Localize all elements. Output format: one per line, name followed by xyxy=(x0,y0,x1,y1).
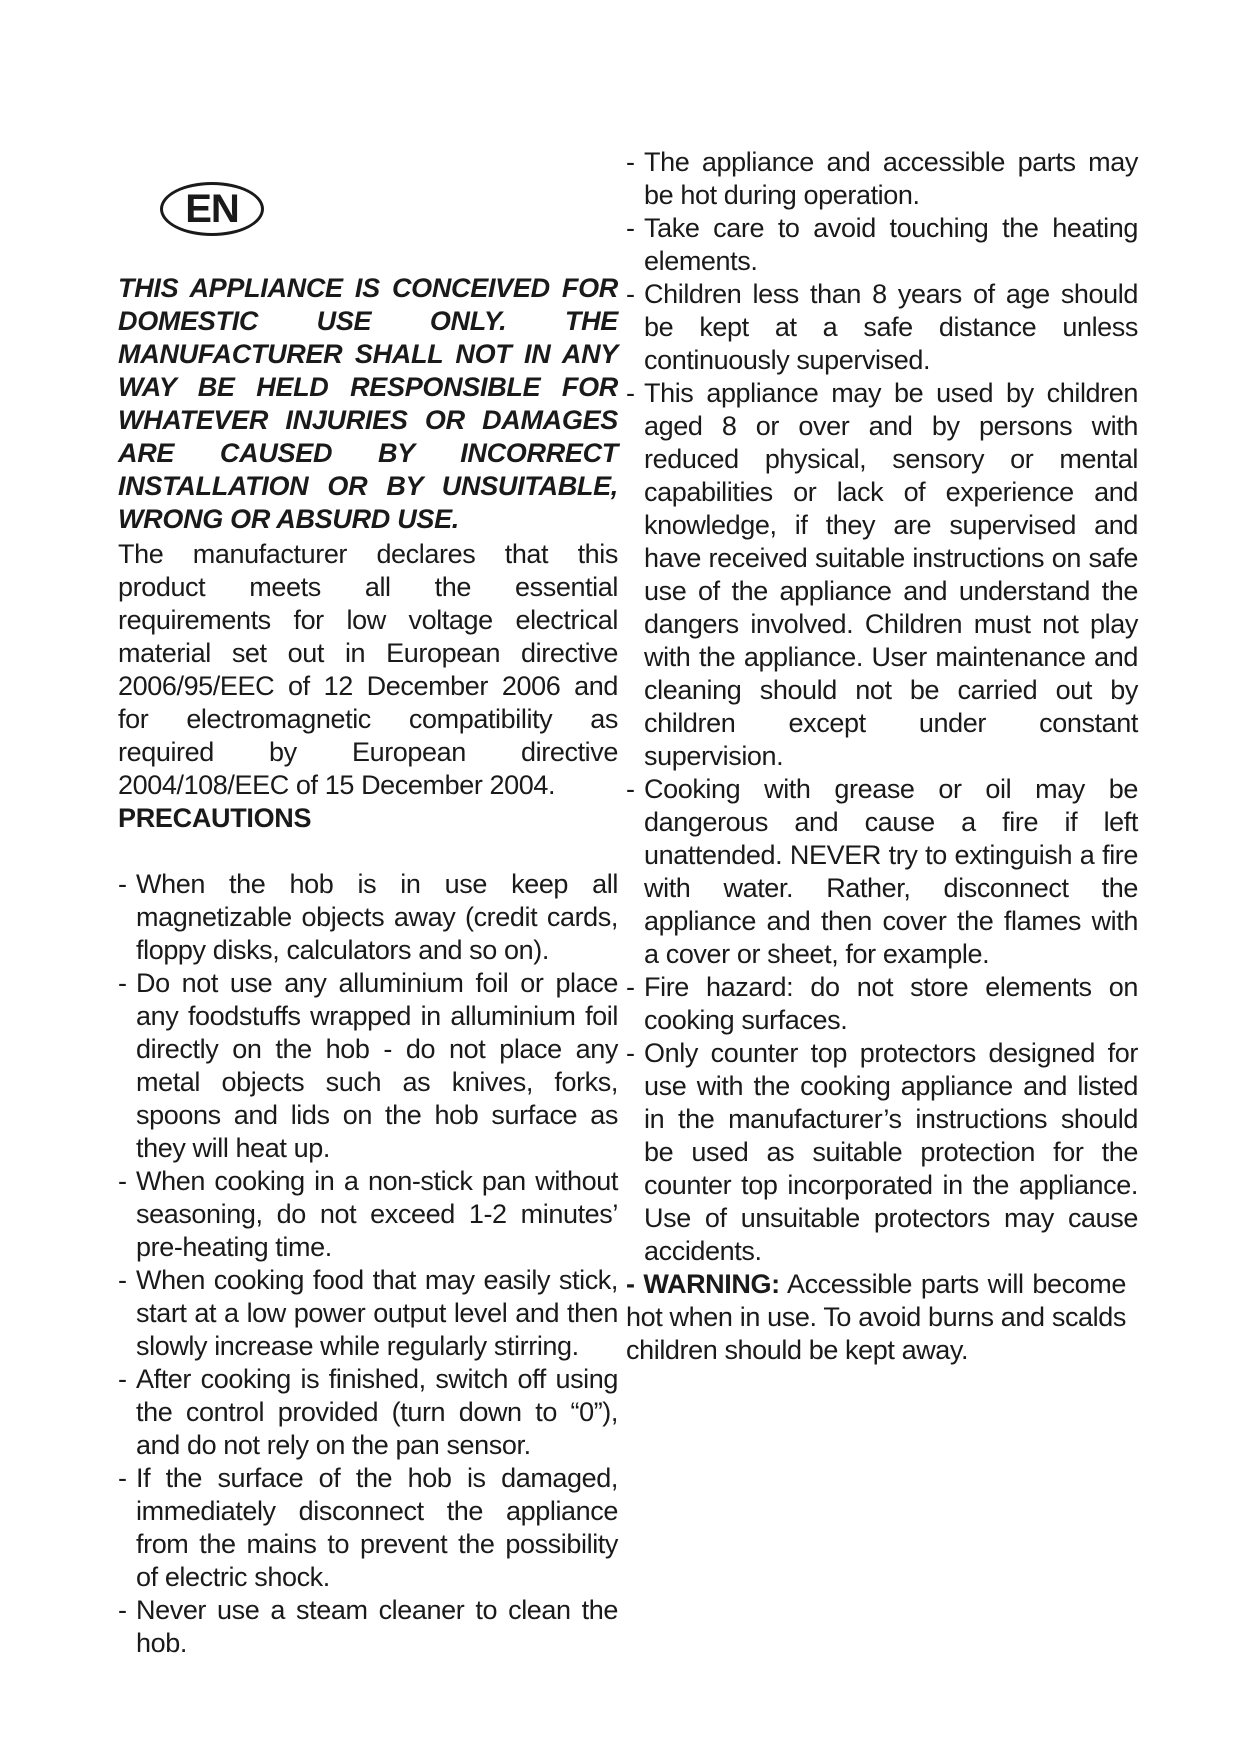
bullet-dash: - xyxy=(626,213,635,243)
list-item xyxy=(626,1037,1138,1268)
bullet-dash: - xyxy=(118,1166,127,1196)
warning-paragraph xyxy=(626,1268,1126,1367)
precautions-heading: PRECAUTIONS xyxy=(118,803,312,833)
list-item-text: Only counter top protectors designed for use with the cooking appliance and listed in the manufacturer’s instructions should be used as suitable protection for the counter top incorporated in the appliance. Use of unsuitable protectors may cause accidents. xyxy=(644,1038,1138,1266)
warning-text: Accessible parts will become hot when in use. To avoid burns and scalds children should be kept away. xyxy=(626,1269,1126,1365)
list-item-text: Do not use any alluminium foil or place any foodstuffs wrapped in alluminium foil directly on the hob - do not place any metal objects such as knives, forks, spoons and lids on the hob surface as they will heat up. xyxy=(136,968,618,1163)
bullet-dash: - xyxy=(118,1595,127,1625)
bullet-dash: - xyxy=(626,279,635,309)
list-item xyxy=(118,1363,618,1462)
list-item xyxy=(626,971,1138,1037)
bullet-dash: - xyxy=(626,378,635,408)
list-item xyxy=(626,278,1138,377)
bullet-dash: - xyxy=(118,869,127,899)
list-item-text: Never use a steam cleaner to clean the hob. xyxy=(136,1595,618,1658)
disclaimer-text: THIS APPLIANCE IS CONCEIVED FOR DOMESTIC USE ONLY. THE MANUFACTURER SHALL NOT IN ANY WAY BE HELD RESPONSIBLE FOR WHATEVER INJURIES OR DAMAGES ARE CAUSED BY INCORRECT INSTALLATION OR BY UNSUITABLE, WRONG OR ABSURD USE. xyxy=(118,273,618,534)
list-item-text: When the hob is in use keep all magnetizable objects away (credit cards, floppy disks, calculators and so on). xyxy=(136,869,618,965)
list-item xyxy=(118,967,618,1165)
declaration-text: The manufacturer declares that this product meets all the essential requirements for low voltage electrical material set out in European directive 2006/95/EEC of 12 December 2006 and for electromagnetic compatibility as required by European directive 2004/108/EEC of 15 December 2004. xyxy=(118,539,618,800)
bullet-dash: - xyxy=(626,972,635,1002)
list-item xyxy=(118,1462,618,1594)
list-item xyxy=(626,212,1138,278)
bullet-dash: - xyxy=(118,968,127,998)
language-badge: EN xyxy=(160,182,264,236)
bullet-dash: - xyxy=(118,1364,127,1394)
list-item-text: Cooking with grease or oil may be dangerous and cause a fire if left unattended. NEVER try to extinguish a fire with water. Rather, disconnect the appliance and then cover the flames with a cover or sheet, for example. xyxy=(644,774,1138,969)
list-item-text: Children less than 8 years of age should be kept at a safe distance unless continuously supervised. xyxy=(644,279,1138,375)
list-item xyxy=(118,868,618,967)
list-item xyxy=(118,1594,618,1660)
list-item-text: After cooking is finished, switch off using the control provided (turn down to “0”), and do not rely on the pan sensor. xyxy=(136,1364,618,1460)
list-item xyxy=(626,377,1138,773)
precautions-list-right xyxy=(626,146,1138,1268)
list-item-text: The appliance and accessible parts may be hot during operation. xyxy=(644,147,1138,210)
warning-label: - WARNING: xyxy=(626,1269,780,1299)
bullet-dash: - xyxy=(626,774,635,804)
bullet-dash: - xyxy=(118,1463,127,1493)
list-item xyxy=(626,773,1138,971)
list-item xyxy=(626,146,1138,212)
bullet-dash: - xyxy=(118,1265,127,1295)
list-item-text: When cooking in a non-stick pan without seasoning, do not exceed 1-2 minutes’ pre-heating time. xyxy=(136,1166,618,1262)
list-item-text: If the surface of the hob is damaged, immediately disconnect the appliance from the mains to prevent the possibility of electric shock. xyxy=(136,1463,618,1592)
list-item-text: When cooking food that may easily stick, start at a low power output level and then slowly increase while regularly stirring. xyxy=(136,1265,618,1361)
list-item-text: Fire hazard: do not store elements on cooking surfaces. xyxy=(644,972,1138,1035)
list-item xyxy=(118,1264,618,1363)
precautions-list-left xyxy=(118,868,618,1660)
bullet-dash: - xyxy=(626,147,635,177)
bullet-dash: - xyxy=(626,1038,635,1068)
list-item xyxy=(118,1165,618,1264)
list-item-text: This appliance may be used by children aged 8 or over and by persons with reduced physical, sensory or mental capabilities or lack of experience and knowledge, if they are supervised and have received suitable instructions on safe use of the appliance and understand the dangers involved. Children must not play with the appliance. User maintenance and cleaning should not be carried out by children except under constant supervision. xyxy=(644,378,1138,771)
list-item-text: Take care to avoid touching the heating elements. xyxy=(644,213,1138,276)
